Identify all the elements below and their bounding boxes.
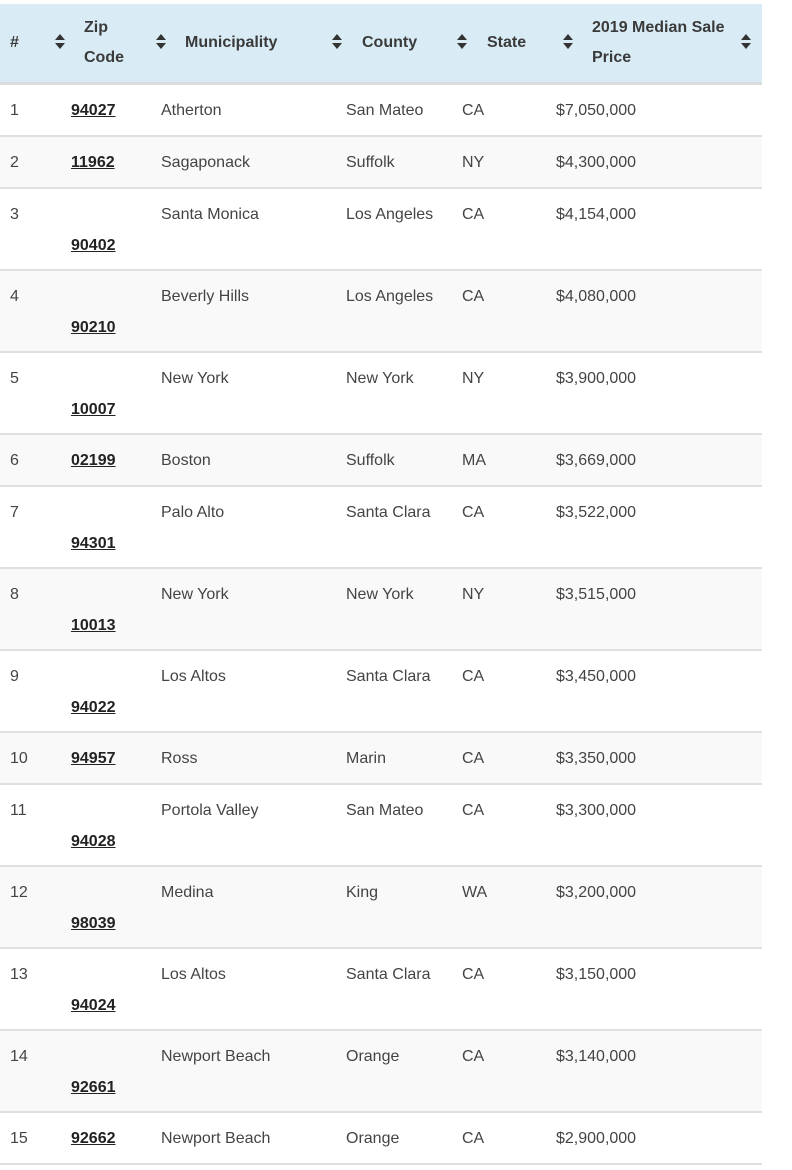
county-cell: New York [346, 586, 414, 603]
state-cell: CA [462, 668, 485, 685]
municipality-cell: New York [161, 370, 229, 387]
table-row [0, 733, 762, 785]
price-cell: $3,300,000 [556, 802, 637, 819]
header-county-label: County [362, 34, 418, 51]
municipality-cell: Sagaponack [161, 154, 250, 171]
rank-cell: 1 [10, 102, 19, 119]
header-state-label: State [487, 34, 527, 51]
price-cell: $3,450,000 [556, 668, 637, 685]
zip-link[interactable]: 90210 [71, 319, 116, 336]
header-zip-label-line1: Zip [84, 19, 108, 36]
state-cell: NY [462, 586, 485, 603]
price-cell: $4,300,000 [556, 154, 637, 171]
sort-state-icon[interactable] [563, 34, 573, 50]
zip-link[interactable]: 90402 [71, 237, 116, 254]
header-price[interactable] [592, 4, 725, 82]
state-cell: CA [462, 802, 485, 819]
price-cell: $3,140,000 [556, 1048, 637, 1065]
table-row [0, 867, 762, 949]
rank-cell: 8 [10, 586, 19, 603]
municipality-cell: Atherton [161, 102, 222, 119]
county-cell: New York [346, 370, 414, 387]
rank-cell: 10 [10, 750, 28, 767]
rank-cell: 13 [10, 966, 28, 983]
municipality-cell: Boston [161, 452, 211, 469]
state-cell: CA [462, 288, 485, 305]
table-row [0, 1113, 762, 1165]
municipality-cell: Ross [161, 750, 198, 767]
price-cell: $3,900,000 [556, 370, 637, 387]
municipality-cell: Newport Beach [161, 1048, 271, 1065]
table-row [0, 271, 762, 353]
municipality-cell: Santa Monica [161, 206, 259, 223]
municipality-cell: Beverly Hills [161, 288, 250, 305]
header-rank-label: # [10, 34, 19, 51]
municipality-cell: Palo Alto [161, 504, 225, 521]
county-cell: Santa Clara [346, 504, 431, 521]
state-cell: MA [462, 452, 486, 469]
price-cell: $3,515,000 [556, 586, 637, 603]
rank-cell: 5 [10, 370, 19, 387]
municipality-cell: Los Altos [161, 966, 226, 983]
price-cell: $2,900,000 [556, 1130, 637, 1147]
county-cell: Orange [346, 1048, 400, 1065]
price-cell: $3,522,000 [556, 504, 637, 521]
rank-cell: 7 [10, 504, 19, 521]
rank-cell: 3 [10, 206, 19, 223]
county-cell: Santa Clara [346, 668, 431, 685]
zip-link[interactable]: 94957 [71, 750, 116, 767]
header-price-label-line2: Price [592, 49, 632, 66]
zip-link[interactable]: 94301 [71, 535, 116, 552]
header-zip-label-line2: Code [84, 49, 124, 66]
municipality-cell: New York [161, 586, 229, 603]
zip-link[interactable]: 94024 [71, 997, 116, 1014]
table-row [0, 137, 762, 189]
rank-cell: 11 [10, 802, 27, 819]
sort-municipality-icon[interactable] [332, 34, 342, 50]
price-cell: $4,154,000 [556, 206, 637, 223]
county-cell: King [346, 884, 379, 901]
state-cell: CA [462, 206, 485, 223]
zip-link[interactable]: 94027 [71, 102, 116, 119]
zip-link[interactable]: 11962 [71, 154, 115, 171]
county-cell: Los Angeles [346, 288, 434, 305]
header-municipality[interactable] [185, 4, 277, 82]
county-cell: Marin [346, 750, 387, 767]
rank-cell: 12 [10, 884, 28, 901]
municipality-cell: Portola Valley [161, 802, 259, 819]
zip-link[interactable]: 10007 [71, 401, 116, 418]
zip-link[interactable]: 92661 [71, 1079, 116, 1096]
header-rank[interactable] [10, 4, 19, 82]
table-row [0, 435, 762, 487]
table-row [0, 1031, 762, 1113]
rank-cell: 6 [10, 452, 19, 469]
county-cell: Santa Clara [346, 966, 431, 983]
rank-cell: 9 [10, 668, 19, 685]
zip-code-price-table [0, 4, 762, 1165]
municipality-cell: Los Altos [161, 668, 226, 685]
municipality-cell: Medina [161, 884, 214, 901]
sort-county-icon[interactable] [457, 34, 467, 50]
header-zip-code[interactable] [84, 4, 124, 82]
sort-rank-icon[interactable] [55, 34, 65, 50]
table-row [0, 85, 762, 137]
state-cell: CA [462, 504, 485, 521]
price-cell: $4,080,000 [556, 288, 637, 305]
county-cell: Suffolk [346, 452, 395, 469]
state-cell: CA [462, 1130, 485, 1147]
sort-zip-icon[interactable] [156, 34, 166, 50]
state-cell: CA [462, 1048, 485, 1065]
table-row [0, 785, 762, 867]
price-cell: $3,669,000 [556, 452, 637, 469]
table-body [0, 85, 762, 1165]
rank-cell: 2 [10, 154, 19, 171]
state-cell: NY [462, 370, 485, 387]
zip-link[interactable]: 02199 [71, 452, 116, 469]
table-row [0, 949, 762, 1031]
county-cell: San Mateo [346, 102, 424, 119]
rank-cell: 14 [10, 1048, 28, 1065]
table-row [0, 189, 762, 271]
state-cell: WA [462, 884, 488, 901]
sort-price-icon[interactable] [741, 34, 751, 50]
header-price-label-line1: 2019 Median Sale [592, 19, 725, 36]
zip-link[interactable]: 94028 [71, 833, 116, 850]
price-cell: $3,200,000 [556, 884, 637, 901]
table-row [0, 651, 762, 733]
rank-cell: 15 [10, 1130, 28, 1147]
state-cell: CA [462, 750, 485, 767]
table-header [0, 4, 762, 85]
state-cell: NY [462, 154, 485, 171]
county-cell: Los Angeles [346, 206, 434, 223]
price-cell: $7,050,000 [556, 102, 637, 119]
table-row [0, 569, 762, 651]
municipality-cell: Newport Beach [161, 1130, 271, 1147]
table-row [0, 487, 762, 569]
county-cell: Orange [346, 1130, 400, 1147]
state-cell: CA [462, 966, 485, 983]
state-cell: CA [462, 102, 485, 119]
price-cell: $3,350,000 [556, 750, 637, 767]
header-state[interactable] [487, 4, 526, 82]
rank-cell: 4 [10, 288, 19, 305]
table-row [0, 353, 762, 435]
header-municipality-label: Municipality [185, 34, 278, 51]
zip-link[interactable]: 94022 [71, 699, 116, 716]
zip-link[interactable]: 10013 [71, 617, 116, 634]
zip-link[interactable]: 98039 [71, 915, 116, 932]
county-cell: San Mateo [346, 802, 424, 819]
zip-link[interactable]: 92662 [71, 1130, 116, 1147]
county-cell: Suffolk [346, 154, 395, 171]
header-county[interactable] [362, 4, 417, 82]
price-cell: $3,150,000 [556, 966, 637, 983]
